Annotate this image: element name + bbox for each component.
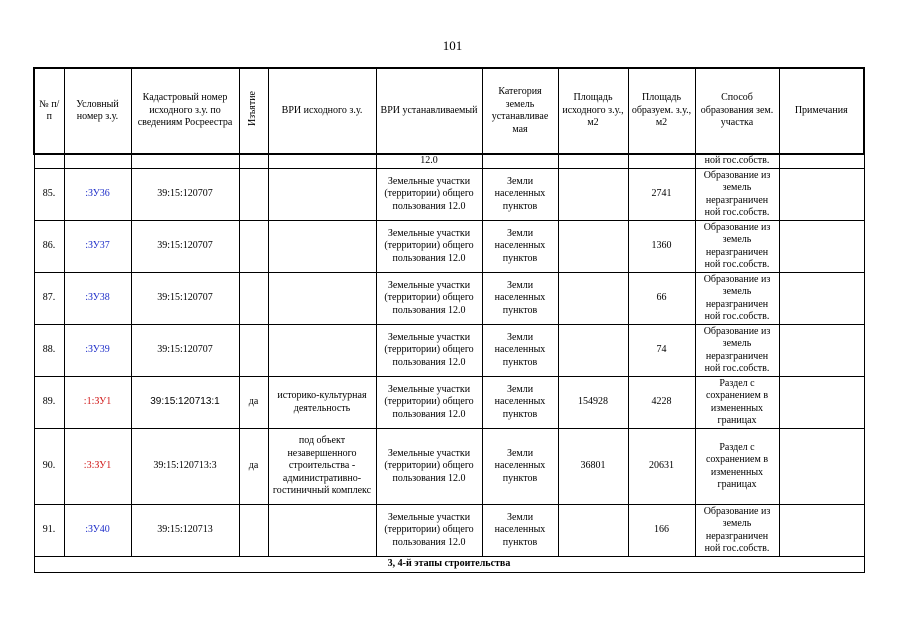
cell-category: Земли населенных пунктов [482,221,558,273]
header-method: Способ образования зем. участка [695,68,779,154]
cell-area-new: 66 [628,273,695,325]
header-category: Категория земель устанавливае мая [482,68,558,154]
cell-withdrawal [239,325,268,377]
header-row [34,68,864,154]
cell-vri-source [268,169,376,221]
cell-area-new: 2741 [628,169,695,221]
continuation-row [34,154,864,169]
section-row [34,557,864,573]
cell-num: 86. [34,221,64,273]
cell-notes [779,325,864,377]
cell-cadastral-number: 39:15:120713:1 [131,377,239,429]
cell-category: Земли населенных пунктов [482,169,558,221]
cell-area-source [558,221,628,273]
cell-method: ной гос.собств. [695,154,779,169]
cell-cadastral-number: 39:15:120707 [131,169,239,221]
cell-method: Образование из земель неразграничен ной гос.собств. [695,221,779,273]
page-number: 101 [442,38,463,53]
cell-withdrawal: да [239,429,268,505]
cell-area-source [558,325,628,377]
cell-vri-source [268,505,376,557]
header-area-new: Площадь образуем. з.у., м2 [628,68,695,154]
cell-area-source [558,505,628,557]
cell-cadastral-number: 39:15:120707 [131,273,239,325]
header-withdrawal [239,68,268,154]
cell-vri-set: Земельные участки (территории) общего пользования 12.0 [376,221,482,273]
cell-notes [779,377,864,429]
cell-area-source: 154928 [558,377,628,429]
cell-notes [779,169,864,221]
cell-num: 88. [34,325,64,377]
header-withdrawal-label: Изъятие [247,91,259,127]
cell-method: Образование из земель неразграничен ной гос.собств. [695,505,779,557]
table-row [34,169,864,221]
cell-vri-source: историко-культурная деятельность [268,377,376,429]
header-vri-set: ВРИ устанавливаемый [376,68,482,154]
cell-conditional-number: :ЗУ40 [64,505,131,557]
cell-notes [779,221,864,273]
cell-notes [779,429,864,505]
cell-vri-source [268,221,376,273]
cell-withdrawal [239,221,268,273]
cell-cadastral-number: 39:15:120707 [131,325,239,377]
cell-cadastral-number: 39:15:120707 [131,221,239,273]
cell-area-source [558,169,628,221]
cell-vri-set: Земельные участки (территории) общего пользования 12.0 [376,273,482,325]
cell-area-new: 4228 [628,377,695,429]
cell-conditional-number: :3:ЗУ1 [64,429,131,505]
cell-area-new: 1360 [628,221,695,273]
cell-vri-source: под объект незавершенного строительства - административно-гостиничный комплекс [268,429,376,505]
cell-conditional-number: :ЗУ36 [64,169,131,221]
cell-category: Земли населенных пунктов [482,429,558,505]
header-conditional-number: Условный номер з.у. [64,68,131,154]
cell-withdrawal [239,273,268,325]
header-notes: Примечания [779,68,864,154]
header-num: № п/п [34,68,64,154]
cell-vri-set: Земельные участки (территории) общего пользования 12.0 [376,325,482,377]
cell-vri-source [268,325,376,377]
cell-method: Образование из земель неразграничен ной гос.собств. [695,169,779,221]
cell-category: Земли населенных пунктов [482,273,558,325]
cell-notes [779,273,864,325]
cell-conditional-number: :ЗУ37 [64,221,131,273]
land-plots-table [33,67,865,573]
cell-num: 90. [34,429,64,505]
cell-cadastral-number: 39:15:120713 [131,505,239,557]
cell-area-new: 20631 [628,429,695,505]
table-row [34,273,864,325]
cell-vri-set: 12.0 [376,154,482,169]
cell-notes [779,505,864,557]
cell-conditional-number: :1:ЗУ1 [64,377,131,429]
table-row [34,221,864,273]
cell-num: 85. [34,169,64,221]
cell-category: Земли населенных пунктов [482,505,558,557]
header-area-source: Площадь исходного з.у., м2 [558,68,628,154]
table-row [34,325,864,377]
cell-vri-set: Земельные участки (территории) общего пользования 12.0 [376,505,482,557]
cell-vri-source [268,273,376,325]
cell-num: 91. [34,505,64,557]
table-row [34,429,864,505]
cell-vri-set: Земельные участки (территории) общего пользования 12.0 [376,377,482,429]
cell-category: Земли населенных пунктов [482,325,558,377]
cell-area-new: 74 [628,325,695,377]
cell-vri-set: Земельные участки (территории) общего пользования 12.0 [376,429,482,505]
header-cadastral-number: Кадастровый номер исходного з.у. по сведениям Росреестра [131,68,239,154]
cell-method: Образование из земель неразграничен ной гос.собств. [695,325,779,377]
cell-num: 89. [34,377,64,429]
cell-area-source [558,273,628,325]
cell-withdrawal [239,505,268,557]
cell-method: Раздел с сохранением в измененных границах [695,377,779,429]
cell-conditional-number: :ЗУ38 [64,273,131,325]
cell-method: Раздел с сохранением в измененных границах [695,429,779,505]
table-row [34,377,864,429]
cell-cadastral-number: 39:15:120713:3 [131,429,239,505]
cell-num: 87. [34,273,64,325]
cell-withdrawal [239,169,268,221]
cell-conditional-number: :ЗУ39 [64,325,131,377]
cell-vri-set: Земельные участки (территории) общего пользования 12.0 [376,169,482,221]
cell-method: Образование из земель неразграничен ной гос.собств. [695,273,779,325]
cell-area-new: 166 [628,505,695,557]
cell-withdrawal: да [239,377,268,429]
header-vri-source: ВРИ исходного з.у. [268,68,376,154]
table-row [34,505,864,557]
section-title: 3, 4-й этапы строительства [34,557,864,573]
cell-area-source: 36801 [558,429,628,505]
cell-category: Земли населенных пунктов [482,377,558,429]
